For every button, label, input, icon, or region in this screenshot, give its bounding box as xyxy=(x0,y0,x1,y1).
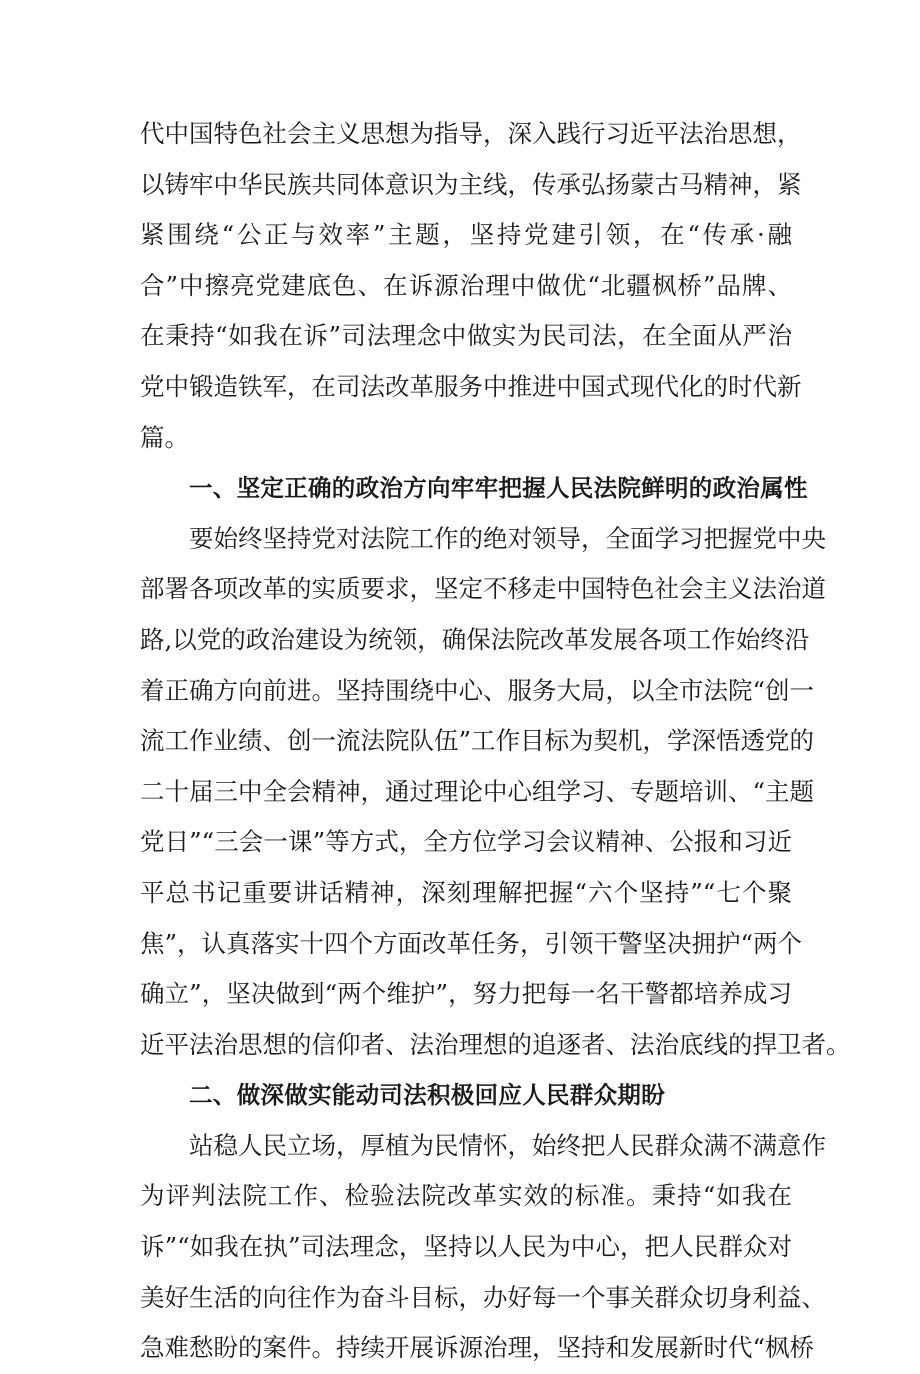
section-2 xyxy=(140,1070,826,1374)
text-line: 美好生活的向往作为奋斗目标，办好每一个事关群众切身利益、 xyxy=(140,1282,826,1312)
text-line: 路,以党的政治建设为统领，确保法院改革发展各项工作始终沿 xyxy=(140,624,810,654)
text-line: 紧围绕“公正与效率”主题，坚持党建引领，在“传承·融 xyxy=(140,220,792,250)
section-2-heading: 二、做深做实能动司法积极回应人民群众期盼 xyxy=(189,1081,665,1110)
text-line: 平总书记重要讲话精神，深刻理解把握“六个坚持”“七个聚 xyxy=(140,877,792,907)
text-line: 焦”，认真落实十四个方面改革任务，引领干警坚决拥护“两个 xyxy=(140,928,803,958)
intro-paragraph xyxy=(140,109,802,463)
text-line: 着正确方向前进。坚持围绕中心、服务大局，以全市法院“创一 xyxy=(140,675,815,705)
text-line: 代中国特色社会主义思想为指导，深入践行习近平法治思想， xyxy=(140,119,802,148)
text-line: 近平法治思想的信仰者、法治理想的追逐者、法治底线的捍卫者。 xyxy=(140,1029,851,1059)
text-line: 篇。 xyxy=(140,422,189,452)
section-1-heading: 一、坚定正确的政治方向牢牢把握人民法院鲜明的政治属性 xyxy=(189,474,808,503)
text-line: 在秉持“如我在诉”司法理念中做实为民司法，在全面从严治 xyxy=(140,321,792,351)
text-line: 急难愁盼的案件。持续开展诉源治理，坚持和发展新时代“枫桥 xyxy=(140,1333,815,1363)
text-line: 党日”“三会一课”等方式，全方位学习会议精神、公报和习近 xyxy=(140,827,792,857)
text-line: 要始终坚持党对法院工作的绝对领导，全面学习把握党中央 xyxy=(189,523,826,553)
text-line: 流工作业绩、创一流法院队伍”工作目标为契机，学深悟透党的 xyxy=(140,726,815,756)
text-line: 站稳人民立场，厚植为民情怀，始终把人民群众满不满意作 xyxy=(189,1130,826,1160)
text-line: 党中锻造铁军，在司法改革服务中推进中国式现代化的时代新 xyxy=(140,371,802,401)
text-line: 部署各项改革的实质要求，坚定不移走中国特色社会主义法治道 xyxy=(140,574,826,604)
text-line: 诉”“如我在执”司法理念，坚持以人民为中心，把人民群众对 xyxy=(140,1232,792,1262)
document-body xyxy=(140,109,851,1374)
text-line: 合”中擦亮党建底色、在诉源治理中做优“北疆枫桥”品牌、 xyxy=(140,270,792,300)
text-line: 确立”，坚决做到“两个维护”，努力把每一名干警都培养成习 xyxy=(140,979,792,1009)
section-1 xyxy=(140,463,851,1070)
text-line: 二十届三中全会精神，通过理论中心组学习、专题培训、“主题 xyxy=(140,776,815,806)
text-line: 为评判法院工作、检验法院改革实效的标准。秉持“如我在 xyxy=(140,1181,792,1211)
text-line: 以铸牢中华民族共同体意识为主线，传承弘扬蒙古马精神，紧 xyxy=(140,169,802,199)
